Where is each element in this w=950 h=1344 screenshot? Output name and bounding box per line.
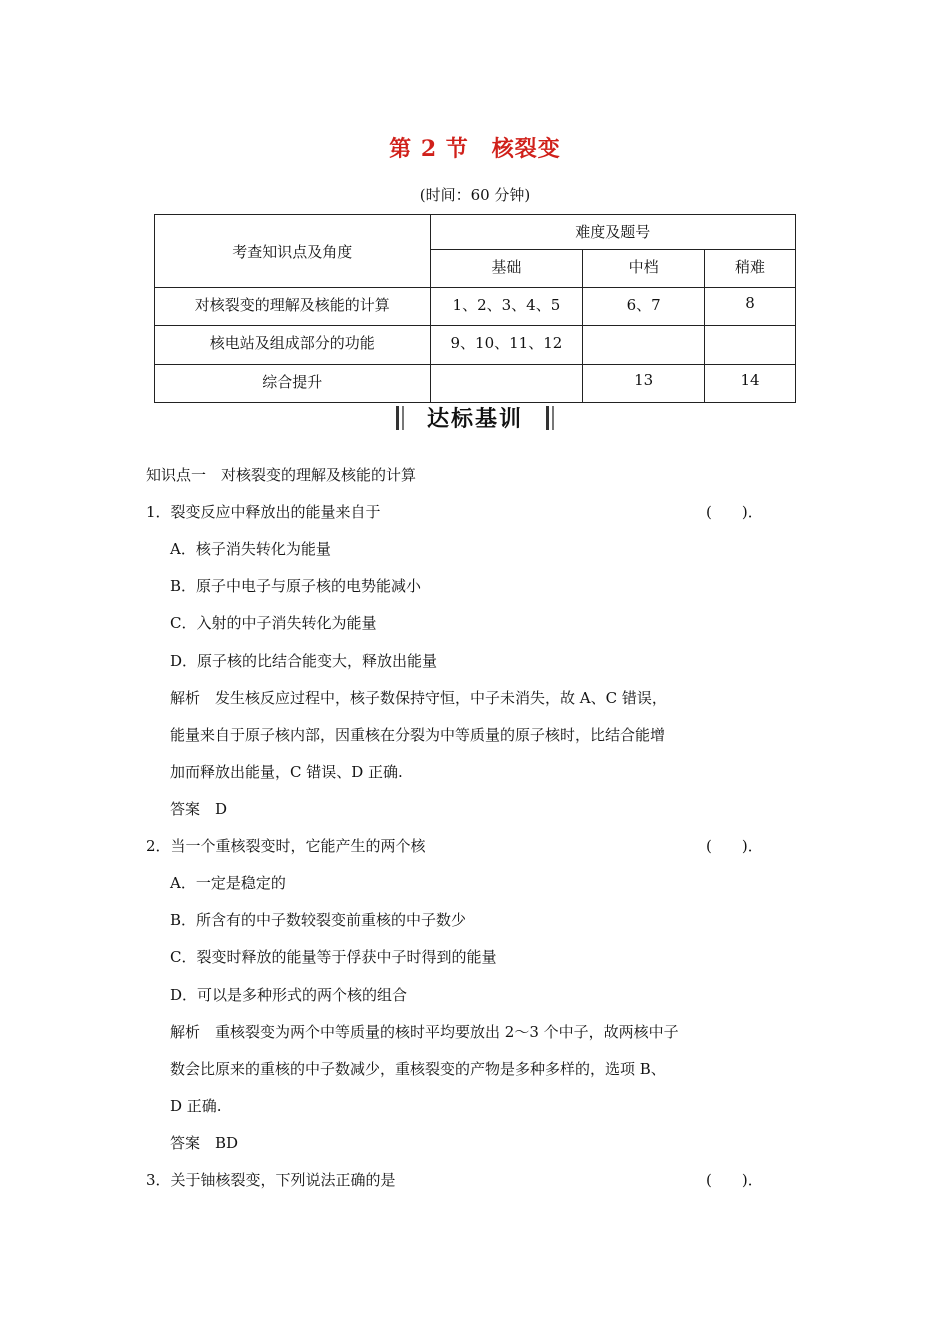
answer-paren: ( )． [706, 503, 763, 521]
option: C．入射的中子消失转化为能量 [170, 614, 377, 632]
knowledge-point-table [154, 214, 796, 403]
row-hard [705, 326, 796, 365]
table-header-topic: 考查知识点及角度 [155, 215, 431, 288]
row-topic: 对核裂变的理解及核能的计算 [155, 288, 431, 326]
row-basic: 1、2、3、4、5 [430, 288, 583, 326]
table-header-medium: 中档 [583, 250, 705, 288]
analysis-line: 加而释放出能量，C 错误、D 正确. [170, 763, 403, 781]
row-basic [430, 365, 583, 403]
question-stem: 3．关于铀核裂变，下列说法正确的是 [146, 1171, 396, 1189]
row-basic: 9、10、11、12 [430, 326, 583, 365]
row-medium [583, 326, 705, 365]
row-hard: 14 [705, 365, 796, 403]
option: A．核子消失转化为能量 [170, 540, 331, 558]
answer: 答案 BD [170, 1134, 239, 1152]
answer: 答案 D [170, 800, 228, 818]
row-topic: 综合提升 [155, 365, 431, 403]
banner-title: 达标基训 [426, 407, 523, 432]
option: C．裂变时释放的能量等于俘获中子时得到的能量 [170, 948, 497, 966]
analysis-line: 能量来自于原子核内部，因重核在分裂为中等质量的原子核时，比结合能增 [170, 726, 666, 744]
banner-left-bar [396, 406, 404, 430]
section-heading: 知识点一 对核裂变的理解及核能的计算 [146, 466, 417, 484]
time-limit: (时间：60 分钟) [419, 186, 531, 204]
page-title: 第 2 节 核裂变 [389, 136, 561, 162]
answer-paren: ( )． [706, 1171, 763, 1189]
section-banner [0, 402, 950, 436]
row-medium: 13 [583, 365, 705, 403]
table-header-basic: 基础 [430, 250, 583, 288]
table-row [155, 326, 796, 365]
option: B．所含有的中子数较裂变前重核的中子数少 [170, 911, 467, 929]
table-row [155, 288, 796, 326]
analysis-line: 解析 发生核反应过程中，核子数保持守恒，中子未消失，故 A、C 错误， [170, 689, 667, 707]
table-row [155, 365, 796, 403]
banner-right-bar [546, 406, 554, 430]
option: A．一定是稳定的 [170, 874, 286, 892]
option: D．可以是多种形式的两个核的组合 [170, 986, 408, 1004]
analysis-line: 数会比原来的重核的中子数减少，重核裂变的产物是多种多样的，选项 B、 [170, 1060, 666, 1078]
option: D．原子核的比结合能变大，释放出能量 [170, 652, 438, 670]
option: B．原子中电子与原子核的电势能减小 [170, 577, 422, 595]
row-hard: 8 [705, 288, 796, 326]
row-topic: 核电站及组成部分的功能 [155, 326, 431, 365]
question-stem: 2．当一个重核裂变时，它能产生的两个核 [146, 837, 426, 855]
analysis-line: 解析 重核裂变为两个中等质量的核时平均要放出 2～3 个中子，故两核中子 [170, 1023, 679, 1041]
analysis-line: D 正确. [170, 1097, 222, 1115]
answer-paren: ( )． [706, 837, 763, 855]
row-medium: 6、7 [583, 288, 705, 326]
question-stem: 1．裂变反应中释放出的能量来自于 [146, 503, 381, 521]
table-header-hard: 稍难 [705, 250, 796, 288]
table-header-difficulty: 难度及题号 [430, 215, 796, 250]
